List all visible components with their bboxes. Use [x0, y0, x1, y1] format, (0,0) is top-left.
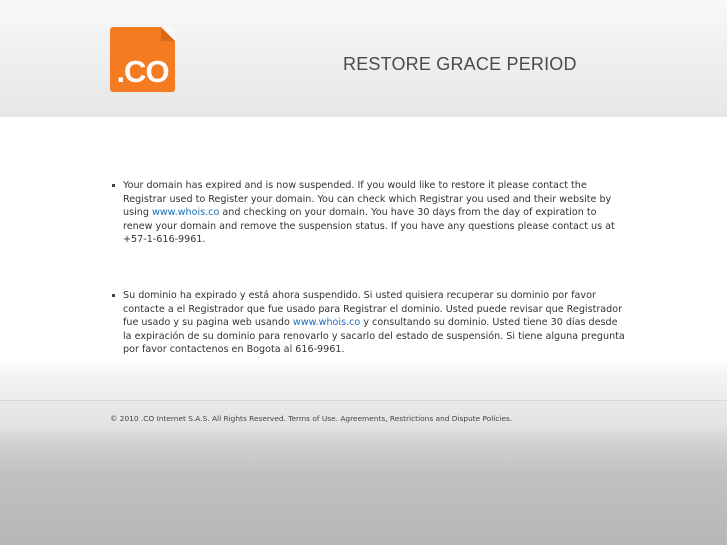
bullet-icon	[112, 184, 115, 187]
whois-link-english[interactable]: www.whois.co	[151, 207, 220, 219]
logo-text: .CO	[116, 54, 169, 89]
whois-link-spanish[interactable]: www.whois.co	[292, 317, 361, 329]
page-title: RESTORE GRACE PERIOD	[343, 54, 577, 74]
notice-spanish-text-2: y consultando su dominio. Usted tiene 30 días desde la expiración de su dominio para renovarlo y sacarlo del estado de suspensión. Si tiene alguna pregunta por favor contactenos en Bogota al 616-9961.	[123, 317, 625, 356]
notice-spanish	[123, 289, 628, 357]
notice-english-text-1: Your domain has expired and is now suspended. If you would like to restore it please contact the Registrar used to Register your domain. You can check which Registrar you used and their website by using	[123, 180, 612, 219]
co-logo[interactable]	[110, 27, 175, 92]
footer-copyright: © 2010 .CO Internet S.A.S. All Rights Reserved. Terms of Use. Agreements, Restrictions and Dispute Policies.	[110, 414, 513, 423]
logo-fold	[161, 27, 175, 41]
notice-spanish-text-1: Su dominio ha expirado y está ahora suspendido. Si usted quisiera recuperar su dominio por favor contacte a el Registrador que fue usado para Registrar el dominio. Usted puede revisar que Registrador fue usado y su pagina web usando	[123, 290, 623, 329]
notice-english	[123, 179, 628, 247]
bullet-icon	[112, 294, 115, 297]
footer-fade	[0, 360, 727, 400]
footer-divider	[0, 400, 727, 401]
notice-english-text-2: and checking on your domain. You have 30 days from the day of expiration to renew your domain and remove the suspension status. If you have any questions please contact us at +57-1-616-9961.	[123, 207, 615, 246]
